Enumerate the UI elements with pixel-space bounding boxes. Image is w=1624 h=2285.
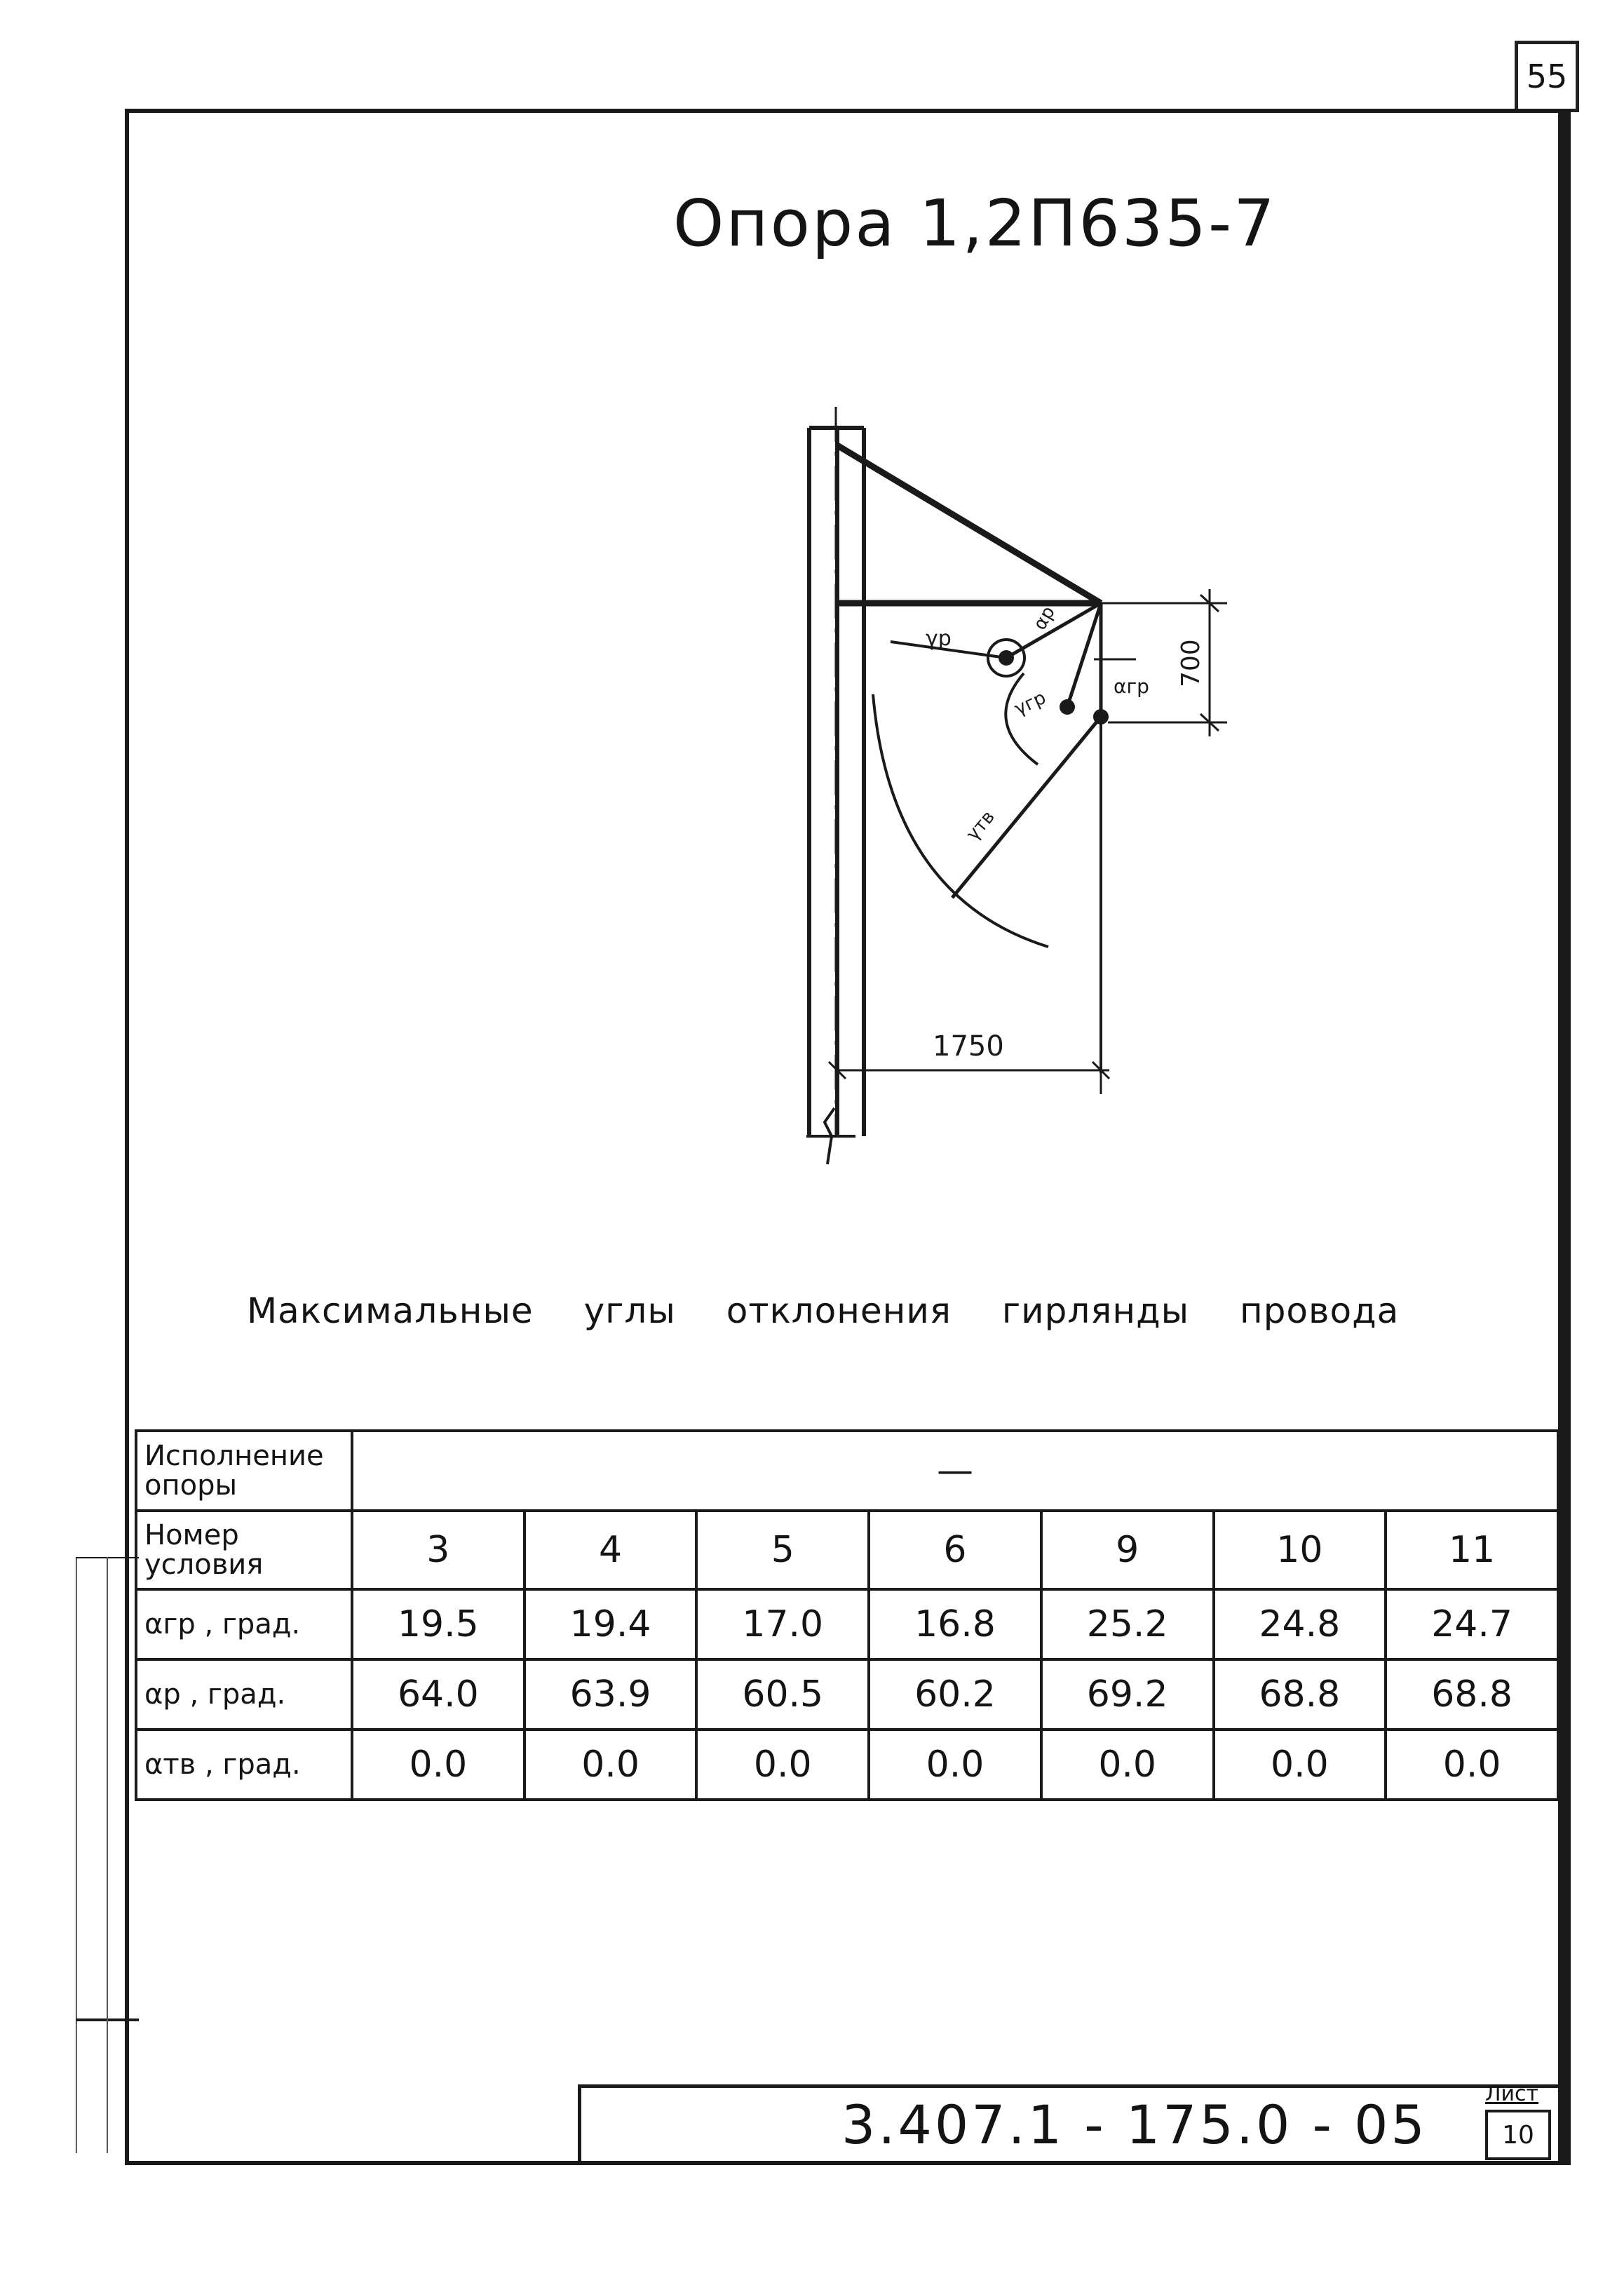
label-gamma-r: γр [926,626,952,651]
table-cell: 25.2 [1041,1589,1214,1659]
condition-cell: 5 [696,1511,869,1589]
table-row-conditions [136,1511,1558,1589]
condition-cell: 6 [869,1511,1041,1589]
table-cell: 69.2 [1041,1659,1214,1730]
deflection-angles-table [135,1429,1559,1801]
table-row-execution [136,1431,1558,1511]
label-dim-1750: 1750 [933,1030,1004,1063]
pole [806,407,864,1164]
row-label-alpha-r: αр , град. [136,1659,352,1730]
table-row-alpha-tv [136,1730,1558,1800]
row-label-execution: Исполнение опоры [136,1431,352,1511]
clearance-arc-tv [873,694,1048,947]
row-label-conditions: Номер условия [136,1511,352,1589]
table-cell: 68.8 [1214,1659,1386,1730]
wire-point-tv [1093,709,1109,724]
label-alpha-r: αр [1029,602,1060,634]
table-cell: 0.0 [1386,1730,1558,1800]
sheet-label: Лист [1485,2082,1539,2106]
dimension-700 [1101,589,1227,736]
table-row-alpha-gr [136,1589,1558,1659]
table-cell: 24.8 [1214,1589,1386,1659]
table-cell: 17.0 [696,1589,869,1659]
wire-point-gr [1060,699,1075,715]
table-cell: 0.0 [352,1730,525,1800]
table-cell: 68.8 [1386,1659,1558,1730]
row-label-alpha-gr: αгр , град. [136,1589,352,1659]
table-cell: 0.0 [1214,1730,1386,1800]
condition-cell: 3 [352,1511,525,1589]
row-label-alpha-tv: αтв , град. [136,1730,352,1800]
execution-value: — [352,1431,1558,1511]
document-code: 3.407.1 - 175.0 - 05 [841,2094,1428,2156]
table-cell: 63.9 [525,1659,697,1730]
table-cell: 0.0 [1041,1730,1214,1800]
table-cell: 64.0 [352,1659,525,1730]
condition-cell: 4 [525,1511,697,1589]
table-cell: 16.8 [869,1589,1041,1659]
condition-cell: 11 [1386,1511,1558,1589]
table-cell: 19.5 [352,1589,525,1659]
page-number: 55 [1515,41,1579,112]
support-drawing [771,393,1262,1185]
table-row-alpha-r [136,1659,1558,1730]
condition-cell: 10 [1214,1511,1386,1589]
table-cell: 0.0 [525,1730,697,1800]
table-caption: Максимальные углы отклонения гирлянды провода [247,1290,1400,1331]
table-cell: 24.7 [1386,1589,1558,1659]
table-cell: 60.2 [869,1659,1041,1730]
table-cell: 0.0 [869,1730,1041,1800]
table-cell: 19.4 [525,1589,697,1659]
label-gamma-tv: γтв [962,807,999,845]
table-cell: 60.5 [696,1659,869,1730]
label-alpha-gr: αгр [1114,675,1149,698]
traverse [837,445,1101,1073]
margin-inventory-strip [76,1557,139,2153]
label-gamma-gr: γгр [1011,687,1050,720]
sheet-number: 10 [1485,2110,1551,2160]
drawing-title: Опора 1,2П635-7 [673,186,1277,261]
table-cell: 0.0 [696,1730,869,1800]
condition-cell: 9 [1041,1511,1214,1589]
label-dim-700: 700 [1177,639,1205,687]
wire-point-r [999,650,1014,666]
